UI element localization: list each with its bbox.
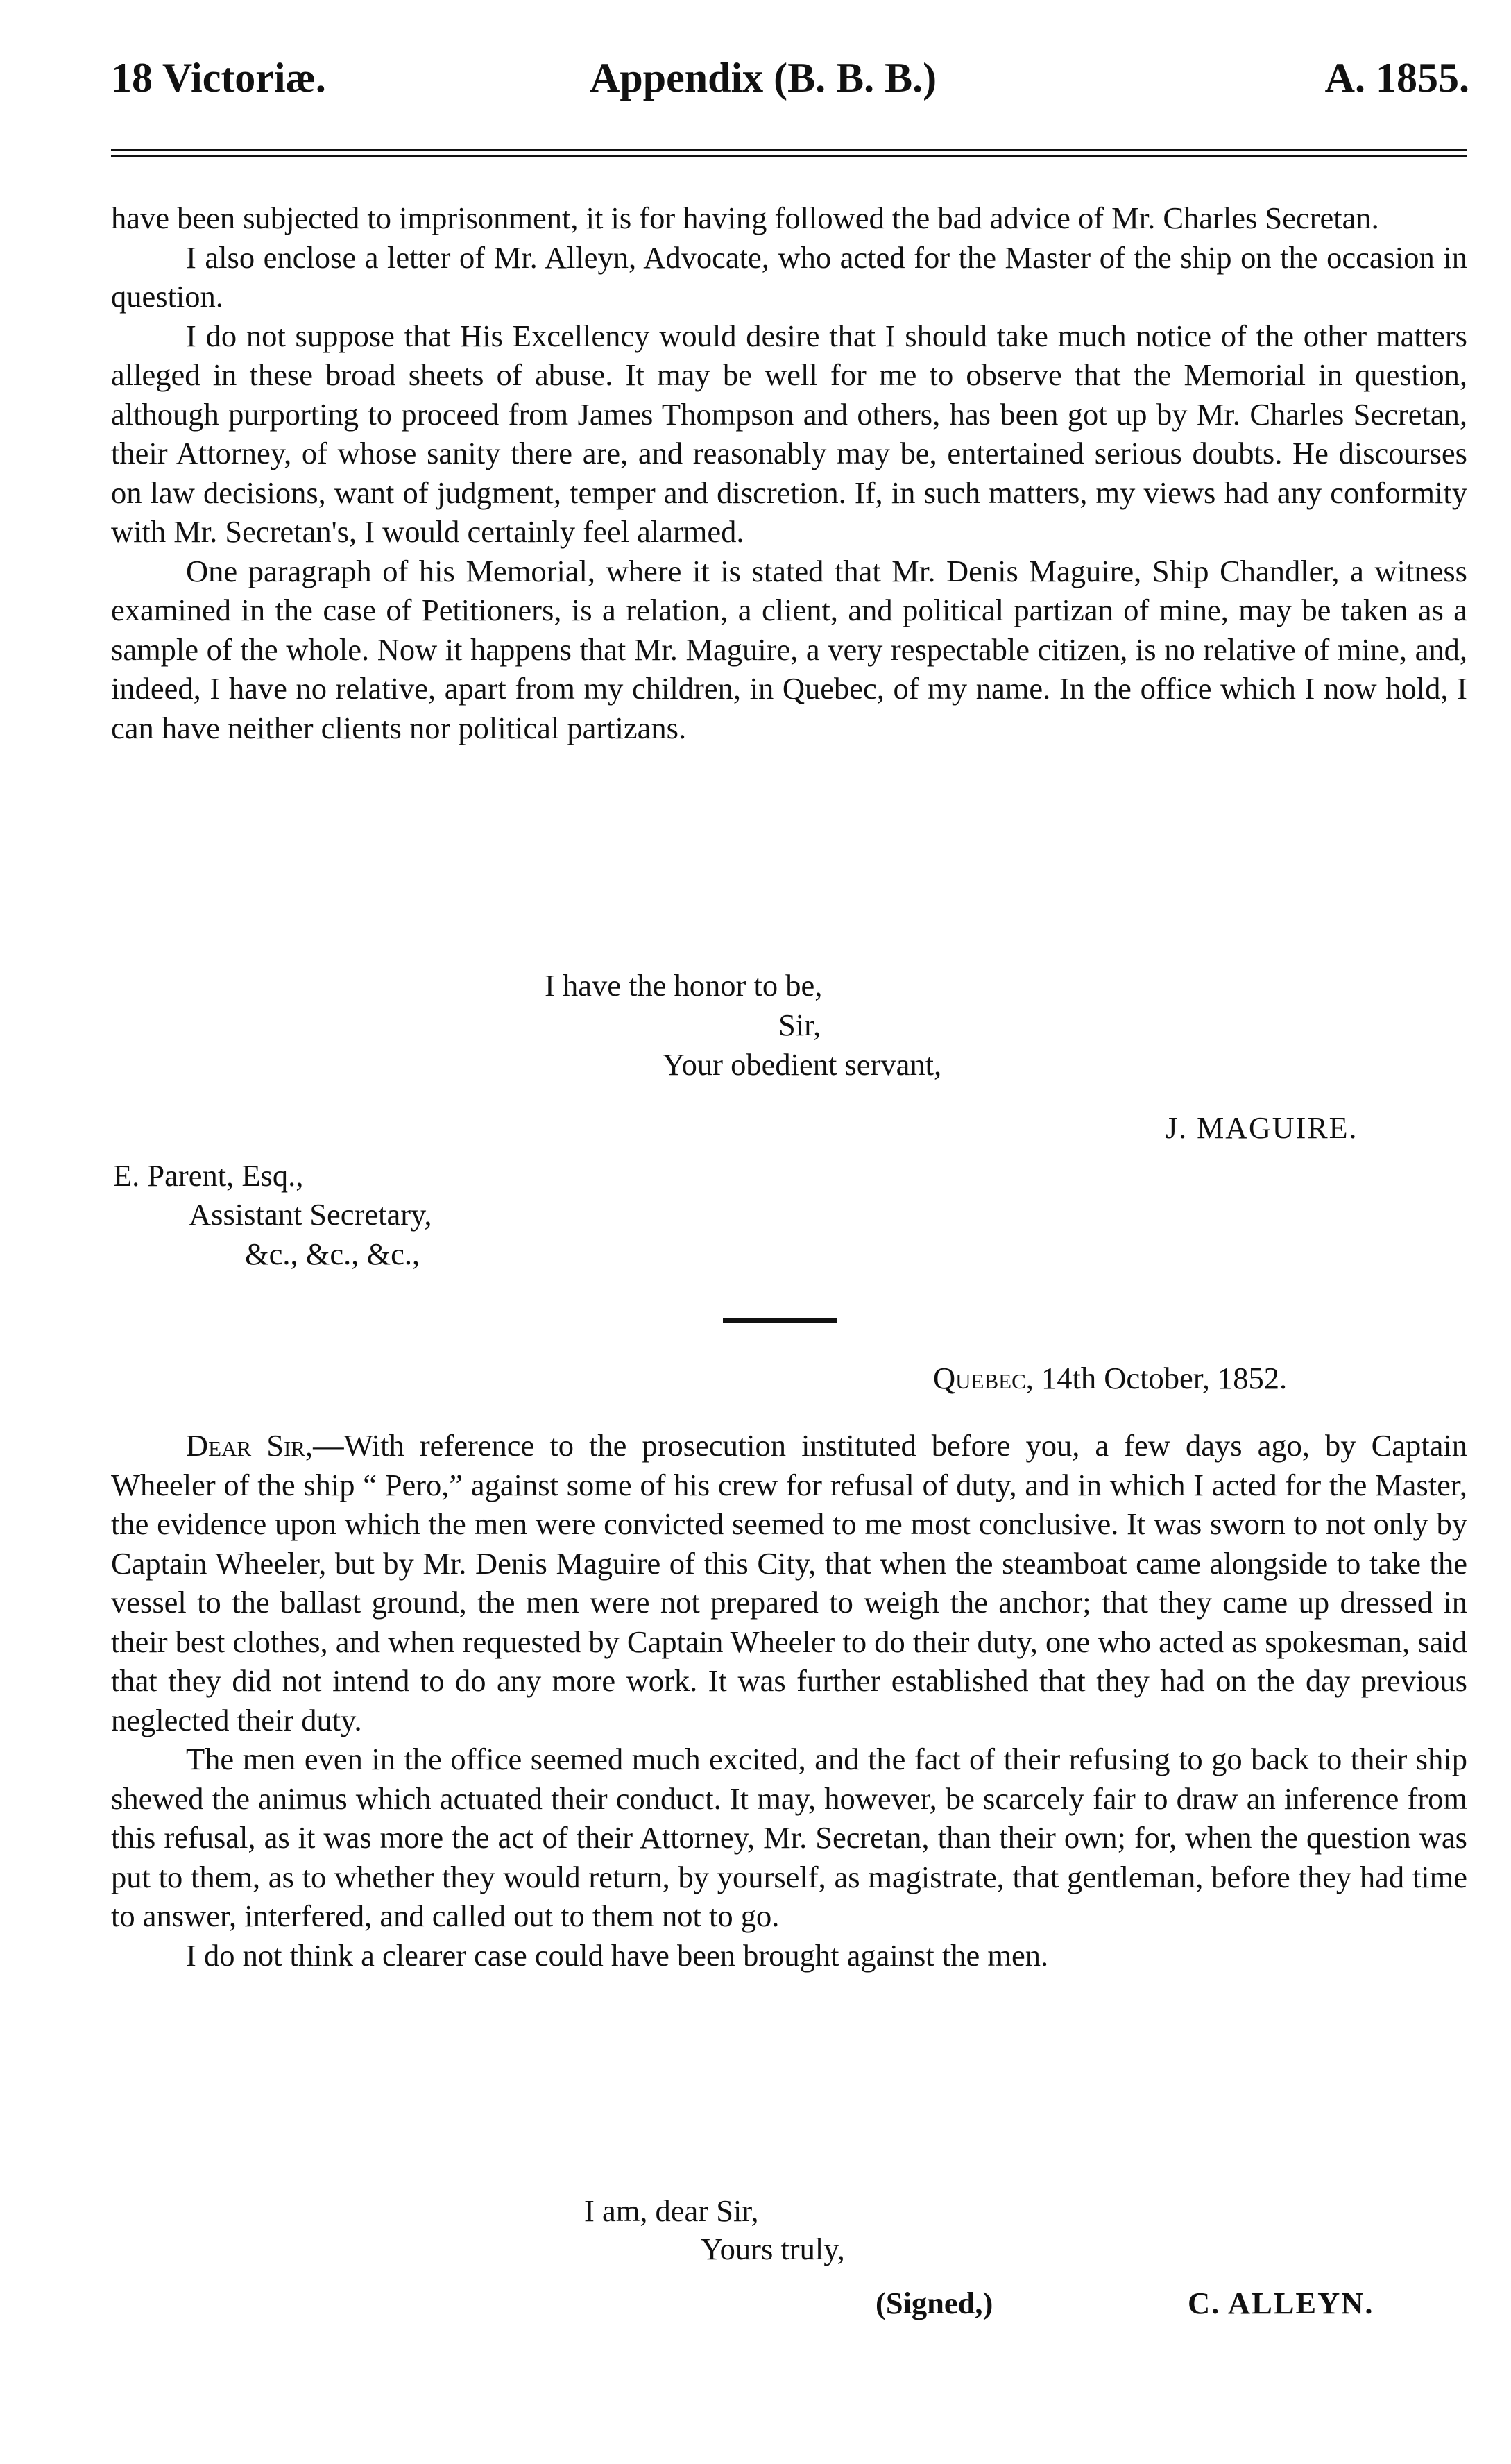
salutation: Dear Sir, (186, 1428, 314, 1463)
addressee-line: E. Parent, Esq., (113, 1158, 304, 1193)
letter2-paragraph-text: —With reference to the prosecution instituted before you, a few days ago, by Captain Wheeler of the ship “ Pero,” against some of his crew for refusal of duty, and in which I acted for the Master, the evidence upon which the men were convicted seemed to me most conclusive. It was sworn to not only by Captain Wheeler, but by Mr. Denis Maguire of this City, that when the steamboat came alongside to take the vessel to the ballast ground, the men were not prepared to weigh the anchor; that they came up dressed in their best clothes, and when requested by Captain Wheeler to do their duty, one who acted as spokesman, said that they did not intend to do any more work. It was further established that they had on the day previous neglected their duty. (111, 1428, 1468, 1737)
letter1-paragraph: One paragraph of his Memorial, where it is stated that Mr. Denis Maguire, Ship Chandler, a witness examined in the case of Petitioners, is a relation, a client, and political partizan of mine, may be taken as a sample of the whole. Now it happens that Mr. Maguire, a very respectable citizen, is no relative of mine, and, indeed, I have no relative, apart from my children, in Quebec, of my name. In the office which I now hold, I can have neither clients nor political partizans. (111, 553, 1467, 745)
header-session: 18 Victoriæ. (111, 55, 326, 101)
dateline-date: 14th October, 1852. (1041, 1361, 1288, 1395)
letter1-paragraph: I do not suppose that His Excellency would desire that I should take much notice of the other matters alleged in these broad sheets of abuse. It may be well for me to observe that the Memorial in question, although purporting to proceed from James Thompson and others, has been got up by Mr. Charles Secretan, their Attorney, of whose sanity there are, and reasonably may be, entertained serious doubts. He discourses on law decisions, want of judgment, temper and discretion. If, in such matters, my views had any conformity with Mr. Secretan's, I would certainly feel alarmed. (111, 318, 1467, 549)
letter2-paragraph: The men even in the office seemed much excited, and the fact of their refusing to go back to their ship shewed the animus which actuated their conduct. It may, however, be scarcely fair to draw an inference from this refusal, as it was more the act of their Attorney, Mr. Secretan, than their own; for, when the question was put to them, as to whether they would return, by yourself, as magistrate, that gentleman, before they had time to answer, interfered, and called out to them not to go. (111, 1742, 1467, 1933)
closing-line: Your obedient servant, (663, 1047, 942, 1082)
closing-line: Sir, (778, 1008, 821, 1042)
letter2-paragraph (111, 1426, 1467, 1740)
letter1-paragraph: have been subjected to imprisonment, it is for having followed the bad advice of Mr. Charles Secretan. (111, 201, 1379, 235)
closing-line: I have the honor to be, (545, 968, 823, 1003)
header-appendix: Appendix (B. B. B.) (590, 55, 937, 101)
letter1-body (111, 198, 1467, 747)
signature-maguire: J. MAGUIRE. (1166, 1111, 1358, 1145)
letter2-dateline (933, 1360, 1287, 1396)
letter2-paragraph: I do not think a clearer case could have been brought against the men. (186, 1937, 1049, 1973)
signature-alleyn: C. ALLEYN. (1188, 2286, 1374, 2320)
letter2-body (111, 1426, 1467, 1975)
header-rule (111, 149, 1467, 157)
dateline-place: Quebec, (933, 1361, 1034, 1395)
section-divider (723, 1318, 837, 1323)
addressee-line: Assistant Secretary, (189, 1197, 432, 1232)
header-year: A. 1855. (1324, 55, 1469, 101)
addressee-line: &c., &c., &c., (245, 1237, 420, 1271)
closing-line: I am, dear Sir, (584, 2193, 759, 2228)
signed-label: (Signed,) (876, 2286, 993, 2320)
closing-line: Yours truly, (701, 2232, 845, 2266)
letter1-paragraph: I also enclose a letter of Mr. Alleyn, Advocate, who acted for the Master of the ship on the occasion in question. (111, 239, 1467, 314)
page-header (111, 54, 1469, 117)
